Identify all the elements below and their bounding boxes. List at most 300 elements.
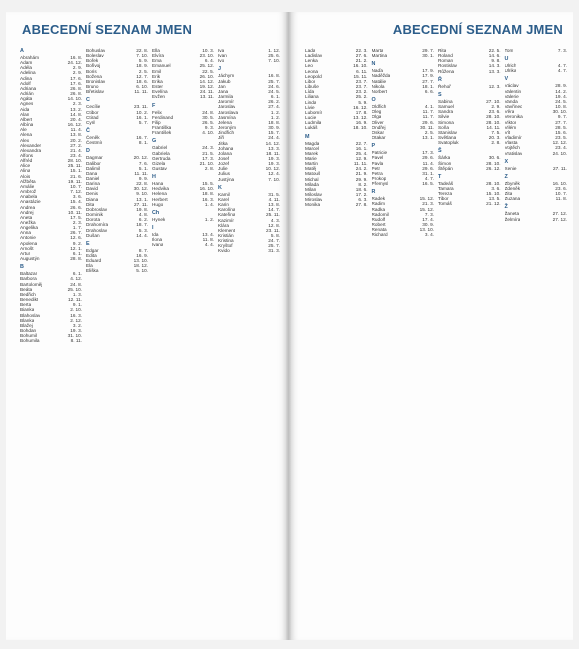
- name-day-date: 2. 9.: [72, 70, 82, 76]
- name-day-date: 23. 4.: [555, 145, 567, 151]
- letter-heading: F: [152, 102, 156, 109]
- name-text: Kateřina: [218, 212, 236, 218]
- name-day-date: 30. 12.: [133, 186, 148, 192]
- name-text: Karel: [218, 196, 229, 202]
- name-text: Baltazar: [20, 271, 38, 277]
- list-item: [438, 84, 501, 89]
- name-text: Lucie: [305, 115, 317, 121]
- name-day-date: 31. 10.: [67, 333, 82, 339]
- name-text: Libor: [305, 78, 316, 84]
- name-day-date: 15. 5.: [202, 181, 214, 187]
- name-text: Adriana: [20, 85, 37, 91]
- name-day-date: 16. 9.: [136, 253, 148, 258]
- name-day-date: 2. 5.: [424, 129, 434, 135]
- name-text: Beáta: [20, 286, 33, 292]
- name-day-date: 23. 11.: [134, 104, 148, 110]
- name-day-date: 20. 3.: [488, 135, 501, 141]
- list-item: [505, 151, 568, 156]
- name-text: Želmíra: [504, 216, 521, 222]
- name-text: Julie: [218, 166, 228, 172]
- name-text: Lubomír: [305, 109, 323, 115]
- name-text: Vladimír: [504, 135, 522, 141]
- name-day-date: 18. 7.: [136, 222, 148, 228]
- name-day-date: 7. 10.: [136, 53, 148, 59]
- name-day-date: 16. 3.: [202, 196, 214, 202]
- name-column: [86, 48, 148, 636]
- name-day-date: 27. 4.: [268, 104, 280, 110]
- name-text: Pavel: [371, 155, 384, 161]
- name-text: Bartoloměj: [20, 281, 43, 287]
- name-day-date: 29. 7.: [422, 48, 434, 53]
- name-text: Norbert: [371, 88, 388, 94]
- name-text: Gustav: [152, 165, 167, 171]
- name-day-date: 3. 6.: [72, 194, 82, 200]
- name-text: Zuzana: [504, 196, 521, 202]
- name-text: Lukáš: [305, 125, 318, 131]
- name-day-date: 12. 4.: [268, 171, 280, 177]
- name-text: Hugo: [152, 201, 164, 207]
- name-text: Lada: [305, 48, 316, 53]
- name-text: Vratislav: [504, 150, 523, 156]
- name-day-date: 28. 10.: [67, 158, 82, 164]
- name-day-date: 29. 9.: [355, 176, 368, 182]
- name-day-date: 4. 8.: [138, 212, 148, 218]
- name-day-date: 15. 1.: [70, 168, 82, 174]
- letter-heading: G: [152, 138, 157, 145]
- name-text: Zita: [504, 191, 513, 197]
- name-day-date: 9. 10.: [136, 191, 148, 197]
- name-day-date: 21. 5.: [202, 150, 214, 156]
- name-day-date: 18. 8.: [268, 119, 280, 125]
- name-text: Anabela: [20, 194, 38, 200]
- name-text: David: [86, 186, 98, 192]
- name-day-date: 18. 1.: [422, 83, 434, 89]
- name-day-date: 30. 11.: [420, 124, 434, 130]
- name-text: Andrej: [20, 209, 34, 215]
- name-text: Leona: [305, 68, 319, 74]
- name-column: [218, 48, 280, 636]
- name-text: Sabina: [438, 98, 453, 104]
- name-text: Bruno: [86, 84, 99, 90]
- list-item: [305, 125, 368, 130]
- name-text: Světlana: [438, 135, 457, 141]
- name-text: Darina: [86, 181, 100, 187]
- name-text: Žaneta: [504, 211, 520, 217]
- name-day-date: 26. 6.: [70, 204, 82, 210]
- name-text: Kryštof: [218, 243, 233, 249]
- name-text: Bořek: [86, 58, 99, 64]
- name-text: Lída: [305, 89, 315, 95]
- list-item: [20, 338, 82, 343]
- name-text: Dagmar: [86, 155, 103, 161]
- name-day-date: 16. 8.: [268, 73, 280, 79]
- letter-heading: Ř: [438, 76, 442, 83]
- name-day-date: 26. 8.: [70, 91, 82, 97]
- letter-heading: Ch: [152, 209, 160, 216]
- name-text: Erika: [152, 78, 163, 84]
- name-text: Božena: [86, 73, 102, 79]
- name-day-date: 12. 9.: [355, 155, 368, 161]
- name-day-date: 5. 10.: [136, 268, 148, 274]
- name-text: Ctirad: [86, 114, 99, 120]
- letter-heading: J: [218, 66, 221, 73]
- name-text: Livie: [305, 104, 315, 110]
- name-day-date: 24. 2.: [355, 166, 368, 172]
- name-day-date: 22. 3.: [355, 48, 368, 53]
- name-text: Johana: [218, 145, 234, 151]
- name-text: Hynek: [152, 216, 166, 222]
- name-text: Jan: [218, 83, 226, 89]
- name-day-date: 6. 10.: [136, 84, 148, 90]
- name-day-date: 2. 9.: [491, 104, 501, 110]
- name-day-date: 4. 7.: [557, 63, 567, 69]
- name-day-date: 19. 3.: [268, 155, 280, 161]
- name-text: Renata: [371, 227, 387, 233]
- name-text: Andrea: [20, 204, 36, 210]
- name-text: Augustýn: [20, 256, 40, 262]
- name-column: [305, 48, 368, 636]
- name-text: Adelina: [20, 70, 36, 76]
- name-text: Bronislav: [86, 78, 106, 84]
- name-day-date: 1. 3.: [72, 291, 82, 297]
- name-text: Evelína: [152, 89, 168, 95]
- name-text: Agnes: [20, 101, 34, 107]
- name-text: Adéla: [20, 65, 32, 71]
- name-text: Radka: [371, 206, 386, 212]
- name-day-date: 6. 1.: [72, 250, 82, 256]
- name-day-date: 4. 7.: [557, 68, 567, 74]
- name-text: Magda: [305, 140, 320, 146]
- name-text: Kvido: [218, 248, 230, 254]
- name-text: Karin: [218, 202, 229, 208]
- name-text: Veronika: [504, 114, 523, 120]
- name-day-date: 18. 11.: [266, 150, 280, 156]
- name-day-date: 8. 11.: [70, 338, 82, 344]
- name-day-date: 9. 7.: [557, 114, 567, 120]
- name-day-date: 13. 3.: [268, 145, 280, 151]
- name-day-date: 13. 11.: [200, 94, 214, 100]
- name-text: Ida: [152, 232, 159, 238]
- name-day-date: 5. 9.: [138, 58, 148, 64]
- list-item: [505, 48, 568, 53]
- name-text: Ivo: [218, 58, 225, 64]
- name-day-date: 29. 6.: [422, 119, 434, 125]
- name-text: Zbyněk: [504, 180, 520, 186]
- name-day-date: 31. 3.: [268, 248, 280, 254]
- name-text: Kristina: [218, 238, 234, 244]
- name-text: Cecílie: [86, 104, 101, 110]
- letter-heading: T: [438, 173, 442, 180]
- name-text: Bohumil: [20, 333, 37, 339]
- name-text: Gabriel: [152, 145, 168, 151]
- list-item: [152, 130, 214, 135]
- name-day-date: 6. 11.: [356, 68, 368, 74]
- name-text: Klára: [218, 222, 229, 228]
- name-day-date: 16. 7.: [136, 135, 148, 141]
- name-day-date: 9. 9.: [138, 175, 148, 181]
- name-text: Jaroslava: [218, 109, 239, 115]
- name-day-date: 19. 11.: [68, 178, 82, 184]
- name-day-date: 11. 4.: [70, 127, 82, 133]
- name-text: Jakub: [218, 78, 231, 84]
- name-day-date: 16. 10.: [199, 186, 214, 192]
- name-text: Eliška: [86, 268, 99, 274]
- name-day-date: 16. 12.: [67, 122, 82, 128]
- name-day-date: 7. 10.: [268, 176, 280, 182]
- name-day-date: 25. 7.: [268, 78, 280, 84]
- name-day-date: 24. 6.: [268, 83, 280, 89]
- name-text: Eduard: [86, 258, 102, 264]
- name-text: Ferdinand: [152, 114, 174, 120]
- name-day-date: 10. 8.: [555, 104, 567, 110]
- name-day-date: 13. 10.: [133, 258, 148, 264]
- name-day-date: 8. 7.: [138, 247, 148, 253]
- name-day-date: 3. 2.: [72, 322, 82, 328]
- name-day-date: 4. 12.: [70, 276, 82, 282]
- name-day-date: 1. 4.: [204, 201, 214, 207]
- name-text: Linda: [305, 99, 317, 105]
- name-day-date: 6. 4.: [204, 58, 214, 64]
- name-day-date: 4. 11.: [268, 196, 280, 202]
- name-text: Bořivoj: [86, 63, 101, 69]
- name-day-date: 30. 10.: [552, 109, 567, 115]
- letter-heading: K: [218, 184, 222, 191]
- letter-heading: Š: [438, 148, 442, 155]
- name-text: Sandra: [438, 109, 454, 115]
- name-text: Bedřich: [20, 291, 36, 297]
- list-item: [505, 217, 568, 222]
- name-day-date: 22. 5.: [202, 68, 214, 74]
- name-day-date: 21. 4.: [70, 147, 82, 153]
- name-day-date: 5. 9.: [358, 99, 368, 105]
- name-text: Denis: [86, 191, 98, 197]
- name-day-date: 1. 2.: [270, 114, 280, 120]
- name-day-date: 14. 2.: [555, 88, 567, 94]
- name-text: Marta: [371, 48, 384, 53]
- name-text: Dalimil: [86, 165, 101, 171]
- left-page: [6, 12, 286, 640]
- name-text: Rita: [438, 48, 447, 53]
- letter-heading: B: [20, 264, 24, 271]
- name-day-date: 4. 4.: [204, 242, 214, 248]
- name-day-date: 17. 9.: [422, 73, 434, 79]
- name-text: Miroslav: [305, 197, 323, 203]
- name-text: Apolena: [20, 240, 38, 246]
- name-day-date: 13. 5.: [488, 196, 501, 202]
- name-day-date: 5. 7.: [138, 119, 148, 125]
- name-text: Alina: [20, 168, 31, 174]
- name-text: Aida: [20, 106, 30, 112]
- name-day-date: 12. 7.: [136, 73, 148, 79]
- letter-heading: N: [371, 61, 376, 68]
- name-text: Tom: [504, 48, 514, 53]
- name-day-date: 15. 7.: [268, 130, 280, 136]
- name-day-date: 24. 8.: [70, 281, 82, 287]
- name-text: Valerie: [504, 93, 519, 99]
- name-day-date: 8. 2.: [358, 181, 368, 187]
- name-day-date: 26. 8.: [70, 85, 82, 91]
- name-day-date: 12. 8.: [268, 222, 280, 228]
- list-item: [438, 201, 501, 206]
- name-day-date: 27. 12.: [552, 216, 567, 222]
- name-day-date: 22. 7.: [355, 140, 368, 146]
- name-text: Tamara: [438, 185, 454, 191]
- name-text: Dalibor: [86, 160, 101, 166]
- name-text: Radim: [371, 201, 386, 207]
- name-text: Karolína: [218, 207, 236, 213]
- name-day-date: 16. 1.: [355, 145, 368, 151]
- name-text: Kazimír: [218, 217, 234, 223]
- name-day-date: 24. 10.: [552, 150, 567, 156]
- name-text: Liliana: [305, 94, 319, 100]
- name-day-date: 2. 9.: [72, 65, 82, 71]
- list-item: [152, 166, 214, 171]
- name-text: Libuše: [305, 84, 319, 90]
- name-text: Šimon: [438, 160, 452, 166]
- name-day-date: 14. 6.: [488, 53, 501, 59]
- name-day-date: 28. 10.: [486, 160, 501, 166]
- name-day-date: 26. 5.: [202, 119, 214, 125]
- name-day-date: 30. 9.: [268, 125, 280, 131]
- name-text: Jáchym: [218, 73, 235, 79]
- letter-heading: S: [438, 91, 442, 98]
- name-text: Aneta: [20, 214, 33, 220]
- name-text: Monika: [305, 202, 321, 208]
- name-text: Filip: [152, 119, 161, 125]
- name-day-date: 25. 4.: [355, 150, 368, 156]
- name-text: Vít: [504, 129, 511, 135]
- name-day-date: 17. 8.: [355, 109, 368, 115]
- name-text: Albína: [20, 122, 34, 128]
- name-text: Alan: [20, 111, 30, 117]
- name-text: František: [152, 130, 172, 136]
- list-item: [438, 140, 501, 145]
- name-day-date: 8. 1.: [138, 140, 148, 146]
- name-day-date: 6. 6.: [424, 88, 434, 94]
- name-day-date: 26. 7.: [70, 230, 82, 236]
- name-day-date: 18. 8.: [202, 191, 214, 197]
- name-text: Marek: [305, 150, 319, 156]
- name-day-date: 19. 4.: [555, 93, 567, 99]
- name-text: Edgar: [86, 247, 99, 253]
- name-day-date: 20. 4.: [70, 116, 82, 122]
- name-day-date: 3. 4.: [424, 232, 434, 238]
- name-day-date: 23. 5.: [555, 135, 567, 141]
- name-text: Pavla: [371, 160, 384, 166]
- name-text: Vanda: [504, 98, 518, 104]
- letter-heading: C: [86, 97, 90, 104]
- list-item: [152, 94, 214, 99]
- name-day-date: 25. 7.: [268, 243, 280, 249]
- name-text: Milada: [305, 181, 319, 187]
- name-day-date: 9. 3.: [204, 125, 214, 131]
- name-text: Dobroslav: [86, 206, 108, 212]
- name-text: Gabriela: [152, 150, 170, 156]
- name-day-date: 2. 8.: [204, 165, 214, 171]
- name-text: Alfons: [20, 152, 34, 158]
- name-text: Jarmila: [218, 94, 234, 100]
- name-day-date: 16. 10.: [353, 63, 368, 69]
- list-item: [438, 69, 501, 74]
- name-day-date: 11. 11.: [134, 170, 148, 176]
- name-text: Helena: [152, 191, 167, 197]
- name-day-date: 20. 12.: [133, 155, 148, 161]
- name-text: Silvie: [438, 114, 450, 120]
- name-text: Klement: [218, 227, 236, 233]
- name-text: Hedvika: [152, 186, 169, 192]
- name-day-date: 22. 5.: [488, 48, 501, 53]
- name-day-date: 10. 3.: [202, 48, 214, 53]
- name-day-date: 2. 5.: [138, 68, 148, 74]
- name-day-date: 6. 2.: [138, 217, 148, 223]
- name-text: Jindřich: [218, 130, 235, 136]
- name-text: Rostislav: [438, 63, 458, 69]
- name-text: Alfréd: [20, 158, 33, 164]
- name-text: Artur: [20, 250, 31, 256]
- name-day-date: 10. 12.: [265, 166, 280, 172]
- name-day-date: 17. 5.: [70, 214, 82, 220]
- letter-heading: P: [371, 143, 376, 150]
- name-text: Marie: [305, 155, 317, 161]
- name-text: Adina: [20, 75, 32, 81]
- name-day-date: 2. 10.: [70, 307, 82, 313]
- name-text: Dana: [86, 170, 98, 176]
- name-day-date: 7. 5.: [491, 129, 501, 135]
- name-text: Anna: [20, 230, 31, 236]
- name-text: Ilona: [152, 237, 163, 243]
- name-text: Patricie: [371, 150, 388, 156]
- name-text: Alois: [20, 173, 31, 179]
- name-day-date: 21. 2.: [355, 58, 368, 64]
- name-day-date: 19. 3.: [268, 161, 280, 167]
- name-day-date: 12. 1.: [70, 245, 82, 251]
- name-text: Ludmila: [305, 120, 322, 126]
- name-text: Adam: [20, 60, 33, 66]
- name-day-date: 13. 8.: [70, 132, 82, 138]
- name-day-date: 25. 2.: [355, 94, 368, 100]
- name-text: Ela: [86, 263, 93, 269]
- name-day-date: 27. 8.: [355, 202, 368, 208]
- name-column: [505, 48, 568, 636]
- name-text: Antonie: [20, 235, 36, 241]
- name-text: Radomil: [371, 211, 389, 217]
- name-text: Roland: [438, 53, 453, 59]
- name-day-date: 28. 10.: [486, 180, 501, 186]
- letter-heading: H: [152, 174, 156, 181]
- letter-heading: Č: [86, 128, 90, 135]
- name-day-date: 11. 11.: [353, 161, 368, 167]
- name-text: Bohdan: [20, 327, 37, 333]
- name-column: [372, 48, 435, 636]
- name-text: Zdeněk: [504, 185, 521, 191]
- name-day-date: 24. 7.: [268, 238, 280, 244]
- name-day-date: 25. 12.: [199, 63, 214, 69]
- list-item: [86, 268, 148, 273]
- page-title: ABECEDNÍ SEZNAM JMEN: [22, 22, 193, 37]
- name-text: Drahoslav: [86, 227, 108, 233]
- letter-heading: U: [504, 56, 509, 63]
- letter-heading: E: [86, 240, 90, 247]
- list-item: [305, 202, 368, 207]
- name-day-date: 4. 10.: [202, 130, 214, 136]
- name-day-date: 24. 8.: [202, 109, 214, 115]
- name-text: Olga: [371, 114, 382, 120]
- name-text: Matěj: [305, 166, 317, 172]
- name-day-date: 19. 8.: [136, 206, 148, 212]
- list-item: [86, 89, 148, 94]
- name-text: Ulrich: [504, 63, 517, 69]
- name-day-date: 16. 5.: [422, 181, 434, 187]
